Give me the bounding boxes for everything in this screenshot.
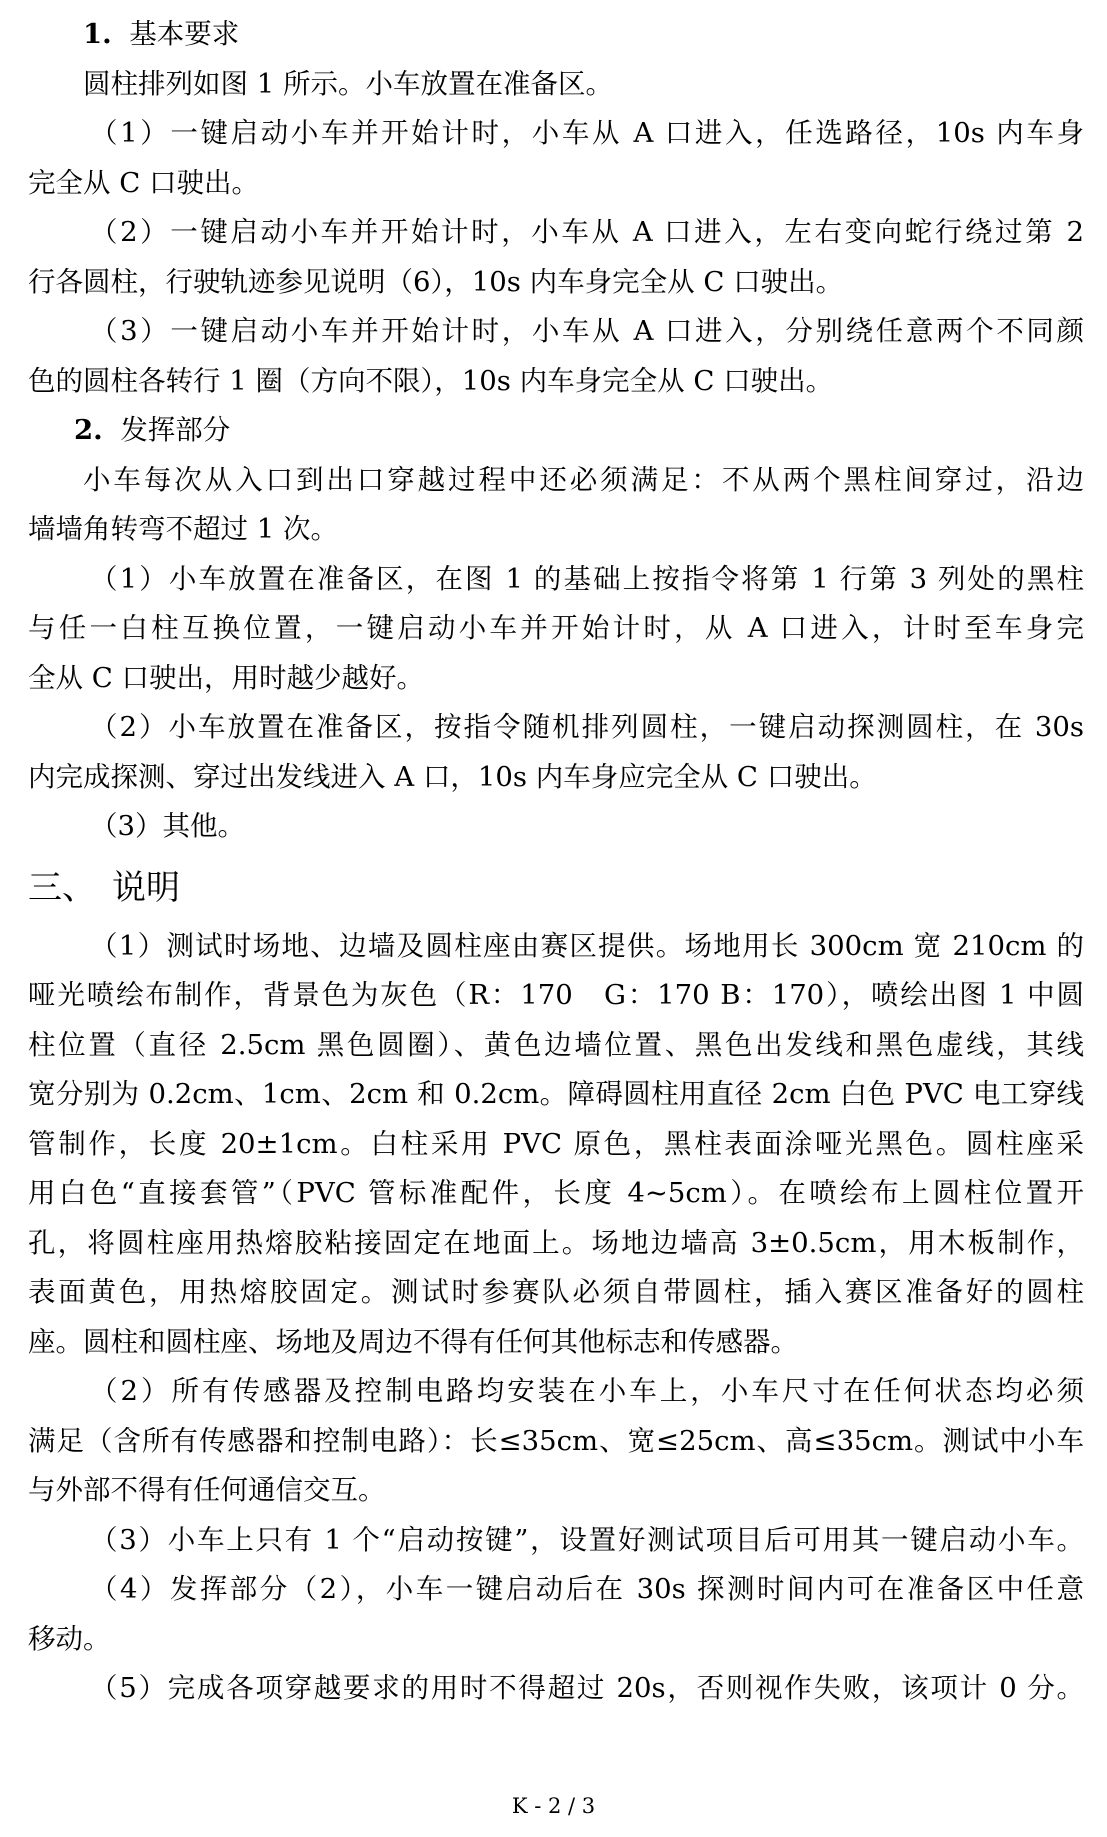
notes-item-4: （4）发挥部分（2），小车一键启动后在 30s 探测时间内可在准备区中任意 移动。 <box>28 1573 1084 1655</box>
notes-item-3: （3）小车上只有 1 个“启动按键”，设置好测试项目后可用其一键启动小车。 <box>90 1523 1084 1556</box>
basic-item-2: （2）一键启动小车并开始计时，小车从 A 口进入，左右变向蛇行绕过第 2 行各圆柱，行驶轨迹参见说明（6），10s 内车身完全从 C 口驶出。 <box>28 216 1084 298</box>
advanced-item-1: （1）小车放置在准备区，在图 1 的基础上按指令将第 1 行第 3 列处的黑柱 与任一白柱互换位置，一键启动小车并开始计时，从 A 口进入，计时至车身完 全从 C 口驶出，用时越少越好。 <box>28 562 1084 694</box>
advanced-heading-number: 2. <box>74 414 103 446</box>
notes-item-5: （5）完成各项穿越要求的用时不得超过 20s，否则视作失败，该项计 0 分。 <box>90 1672 1084 1704</box>
notes-item-2: （2）所有传感器及控制电路均安装在小车上，小车尺寸在任何状态均必须 满足（含所有传感器和控制电路）：长≤35cm、宽≤25cm、高≤35cm。测试中小车 与外部不得有任何通信交互。 <box>28 1375 1084 1506</box>
advanced-heading-text: 发挥部分 <box>120 414 231 446</box>
basic-requirements-heading <box>28 10 1084 60</box>
notes-item-1: （1）测试时场地、边墙及圆柱座由赛区提供。场地用长 300cm 宽 210cm 的 哑光喷绘布制作，背景色为灰色（R：170 G：170 B：170），喷绘出图 1 中圆 柱位置（直径 2.5cm 黑色圆圈）、黄色边墙位置、黑色出发线和黑色虚线，其线 宽分别为 0.2cm、1cm、2cm 和 0.2cm。障碍圆柱用直径 2cm 白色 PVC 电工穿线 管制作，长度 20±1cm。白柱采用 PVC 原色，黑柱表面涂哑光黑色。圆柱座采 用白色“直接套管”（PVC 管标准配件，长度 4~5cm）。在喷绘布上圆柱位置开 孔，将圆柱座用热熔胶粘接固定在地面上。场地边墙高 3±0.5cm，用木板制作， 表面黄色，用热熔胶固定。测试时参赛队必须自带圆柱，插入赛区准备好的圆柱 座。圆柱和圆柱座、场地及周边不得有任何其他标志和传感器。 <box>28 929 1084 1358</box>
basic-heading-text: 基本要求 <box>129 18 240 50</box>
basic-item-3: （3）一键启动小车并开始计时，小车从 A 口进入，分别绕任意两个不同颜 色的圆柱各转行 1 圈（方向不限），10s 内车身完全从 C 口驶出。 <box>28 315 1084 397</box>
basic-item-1: （1）一键启动小车并开始计时，小车从 A 口进入，任选路径，10s 内车身 完全从 C 口驶出。 <box>28 117 1084 199</box>
advanced-item-3: （3）其他。 <box>90 810 245 842</box>
basic-intro: 圆柱排列如图 1 所示。小车放置在准备区。 <box>83 67 613 100</box>
notes-heading-number: 三、 <box>28 867 96 908</box>
advanced-heading <box>28 406 1084 456</box>
notes-heading <box>28 858 1084 918</box>
page-number-footer: K - 2 / 3 <box>511 1794 596 1818</box>
document-page <box>28 10 1084 1714</box>
advanced-intro: 小车每次从入口到出口穿越过程中还必须满足：不从两个黑柱间穿过，沿边 墙墙角转弯不超过 1 次。 <box>28 463 1084 545</box>
advanced-item-2: （2）小车放置在准备区，按指令随机排列圆柱，一键启动探测圆柱，在 30s 内完成探测、穿过出发线进入 A 口，10s 内车身应完全从 C 口驶出。 <box>28 711 1084 793</box>
basic-heading-number: 1. <box>83 18 112 50</box>
notes-heading-text: 说明 <box>112 867 180 908</box>
